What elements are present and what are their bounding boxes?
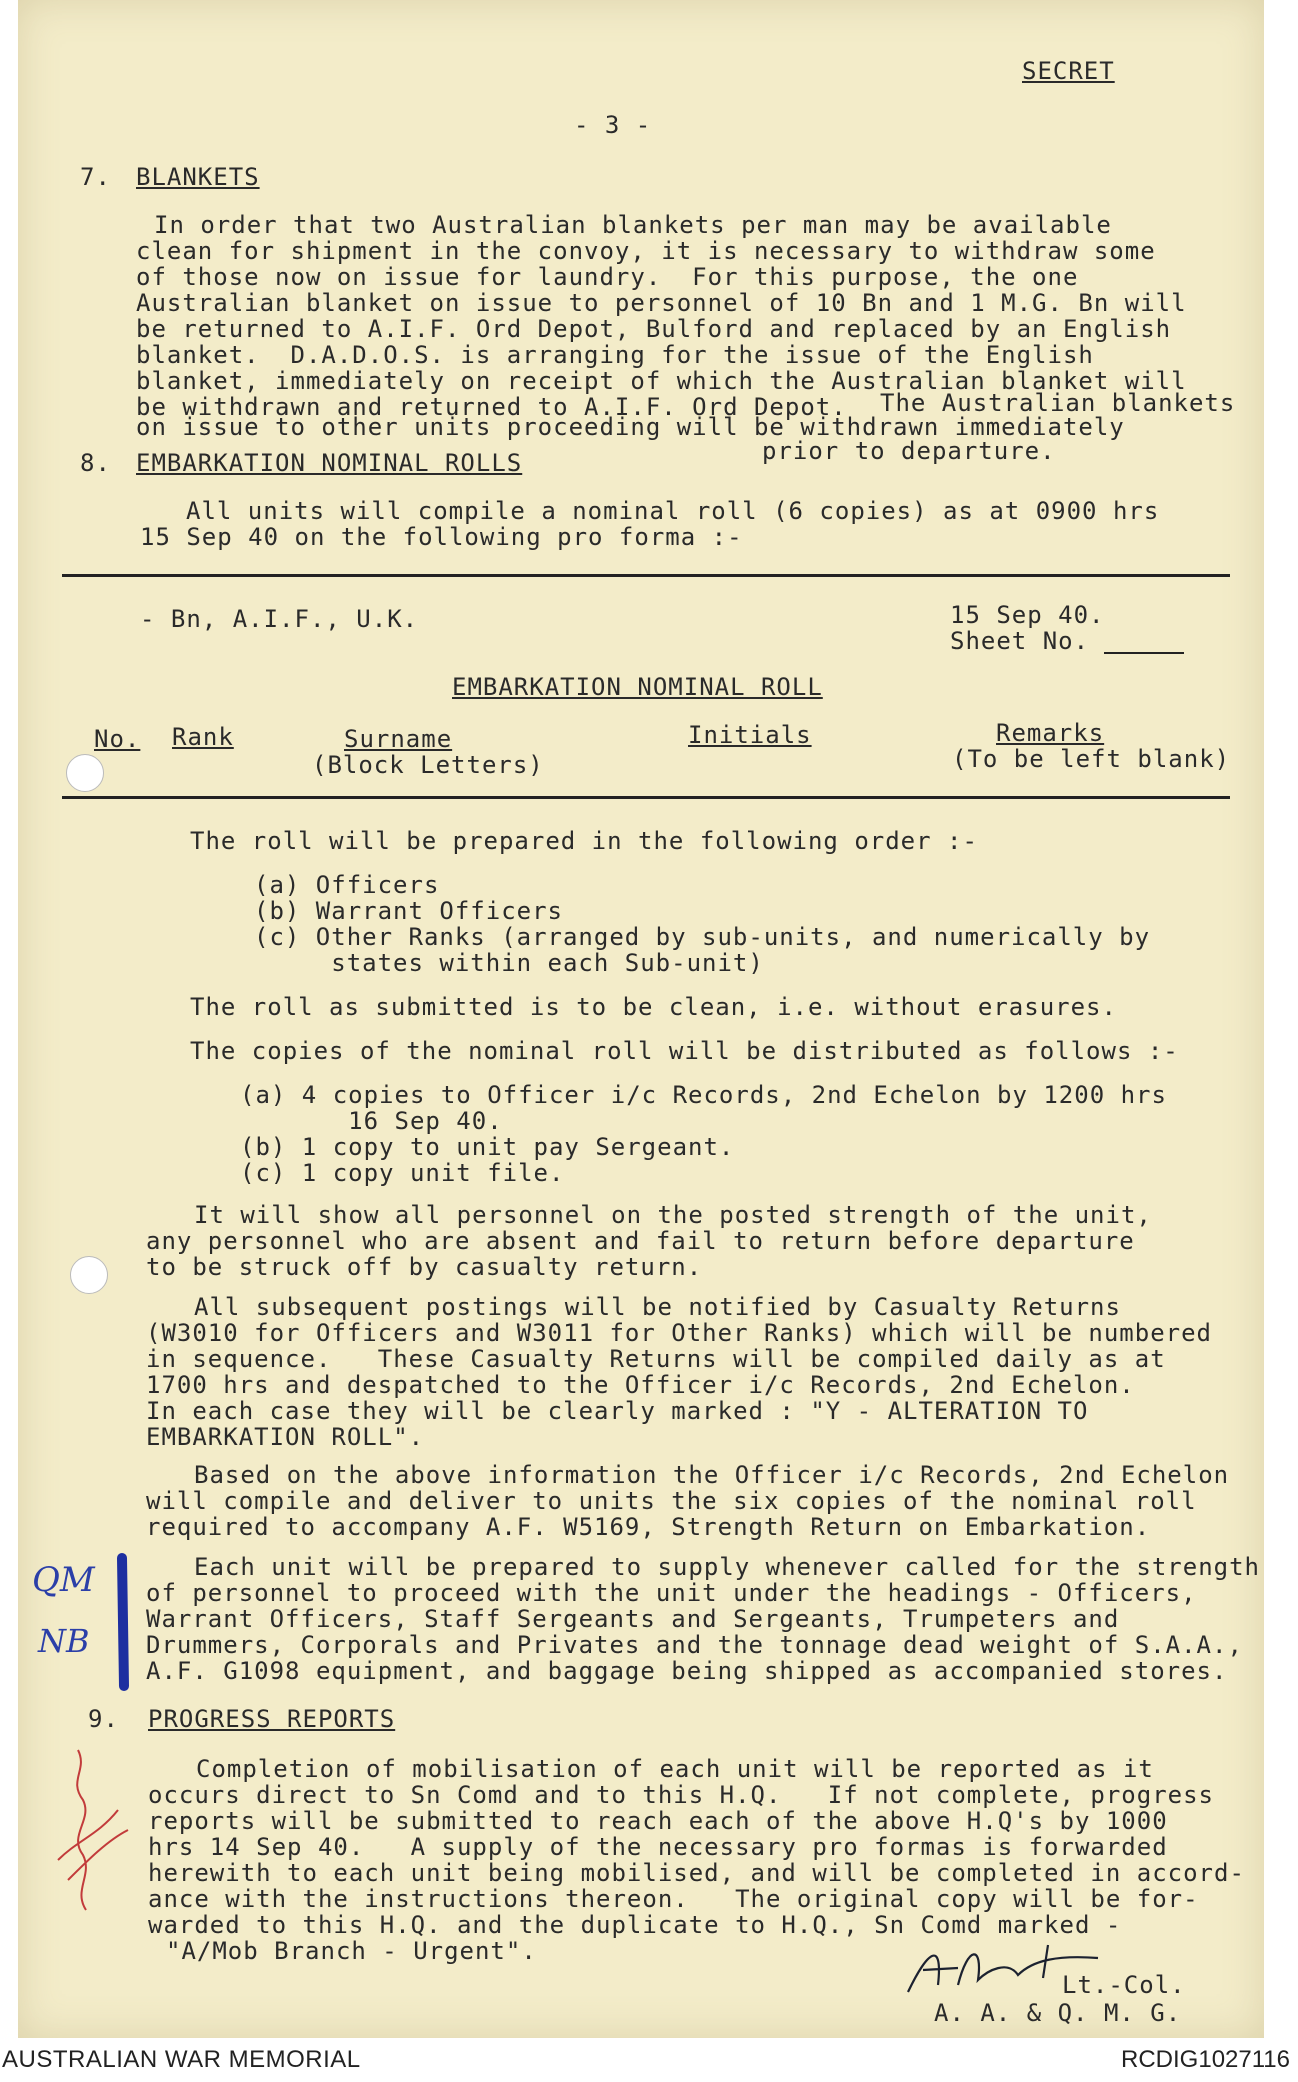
section-7-line: of those now on issue for laundry. For this purpose, the one [136,263,1079,291]
section-8-heading: EMBARKATION NOMINAL ROLLS [136,449,523,477]
classification-label: SECRET [1022,57,1115,85]
form-sheet-blank [1104,652,1184,654]
form-col-initials: Initials [688,721,812,749]
section-9-line: herewith to each unit being mobilised, and will be completed in accord- [148,1859,1245,1887]
section-9-line: reports will be submitted to reach each of the above H.Q's by 1000 [148,1807,1168,1835]
based-paragraph-line: will compile and deliver to units the six copies of the nominal roll [146,1487,1197,1515]
distribution-item: (c) 1 copy unit file. [240,1159,565,1187]
form-bottom-rule [62,796,1230,799]
footer-id: RCDIG1027116 [1121,2046,1290,2073]
form-col-remarks-note: (To be left blank) [952,745,1231,773]
each-paragraph-line: Each unit will be prepared to supply whenever called for the strength [194,1553,1260,1581]
page-number: - 3 - [574,111,652,139]
punch-hole [70,1256,108,1294]
section-7-line: In order that two Australian blankets per man may be available [154,211,1112,239]
document-page [18,0,1264,2038]
section-8-intro-line: 15 Sep 40 on the following pro forma :- [140,523,743,551]
footer-source: AUSTRALIAN WAR MEMORIAL [2,2046,361,2073]
form-top-rule [62,574,1230,577]
postings-paragraph-line: EMBARKATION ROLL". [146,1423,425,1451]
margin-scribble [38,1740,138,1920]
strength-paragraph-line: to be struck off by casualty return. [146,1253,703,1281]
distribution-item: (b) 1 copy to unit pay Sergeant. [240,1133,735,1161]
each-paragraph-line: Drummers, Corporals and Privates and the tonnage dead weight of S.A.A., [146,1631,1243,1659]
section-9-line: occurs direct to Sn Comd and to this H.Q. If not complete, progress [148,1781,1214,1809]
section-7-line: blanket, immediately on receipt of which the Australian blanket will [136,367,1187,395]
order-item: states within each Sub-unit) [254,949,764,977]
section-7-line: blanket. D.A.D.O.S. is arranging for the issue of the English [136,341,1094,369]
distribution-item: (a) 4 copies to Officer i/c Records, 2nd Echelon by 1200 hrs [240,1081,1167,1109]
postings-paragraph-line: (W3010 for Officers and W3011 for Other Ranks) which will be numbered [146,1319,1212,1347]
form-sheet-label: Sheet No. [950,627,1090,655]
each-paragraph-line: Warrant Officers, Staff Sergeants and Sergeants, Trumpeters and [146,1605,1120,1633]
section-9-number: 9. [88,1705,119,1733]
signature-appointment: A. A. & Q. M. G. [934,1999,1182,2027]
section-7-number: 7. [80,163,111,191]
section-7-heading: BLANKETS [136,163,260,191]
section-7-line: be withdrawn and returned to A.I.F. Ord Depot. [136,393,847,421]
form-col-rank: Rank [172,723,234,751]
punch-hole [66,754,104,792]
form-title: EMBARKATION NOMINAL ROLL [452,673,823,701]
postings-paragraph-line: All subsequent postings will be notified by Casualty Returns [194,1293,1121,1321]
order-item: (a) Officers [254,871,440,899]
section-7-line: on issue to other units proceeding will be withdrawn immediately [136,413,1125,441]
form-col-surname: Surname [344,725,453,753]
section-9-line: "A/Mob Branch - Urgent". [166,1937,537,1965]
section-7-line: be returned to A.I.F. Ord Depot, Bulford and replaced by an English [136,315,1172,343]
based-paragraph-line: required to accompany A.F. W5169, Strength Return on Embarkation. [146,1513,1151,1541]
each-paragraph-line: A.F. G1098 equipment, and baggage being shipped as accompanied stores. [146,1657,1228,1685]
section-8-number: 8. [80,449,111,477]
based-paragraph-line: Based on the above information the Officer i/c Records, 2nd Echelon [194,1461,1230,1489]
postings-paragraph-line: in sequence. These Casualty Returns will be compiled daily as at [146,1345,1166,1373]
form-col-surname-note: (Block Letters) [312,751,544,779]
order-item: (b) Warrant Officers [254,897,563,925]
section-7-inserted-tail: prior to departure. [762,437,1056,465]
section-7-line: Australian blanket on issue to personnel of 10 Bn and 1 M.G. Bn will [136,289,1187,317]
signature-rank: Lt.-Col. [1062,1971,1186,1999]
distribution-intro: The copies of the nominal roll will be distributed as follows :- [190,1037,1179,1065]
section-9-line: warded to this H.Q. and the duplicate to H.Q., Sn Comd marked - [148,1911,1122,1939]
section-9-line: Completion of mobilisation of each unit will be reported as it [196,1755,1154,1783]
form-col-remarks: Remarks [996,719,1105,747]
order-intro: The roll will be prepared in the following order :- [190,827,978,855]
each-paragraph-line: of personnel to proceed with the unit under the headings - Officers, [146,1579,1197,1607]
section-7-inserted-text: The Australian blankets [880,389,1236,417]
handwritten-qm: QM [32,1560,95,1600]
distribution-item: 16 Sep 40. [240,1107,503,1135]
section-9-heading: PROGRESS REPORTS [148,1705,396,1733]
postings-paragraph-line: 1700 hrs and despatched to the Officer i/c Records, 2nd Echelon. [146,1371,1135,1399]
form-date: 15 Sep 40. [950,601,1105,629]
strength-paragraph-line: any personnel who are absent and fail to return before departure [146,1227,1135,1255]
form-unit: - Bn, A.I.F., U.K. [140,605,419,633]
form-col-no: No. [94,725,141,753]
section-7-line: clean for shipment in the convoy, it is necessary to withdraw some [136,237,1156,265]
strength-paragraph-line: It will show all personnel on the posted strength of the unit, [194,1201,1152,1229]
clean-line: The roll as submitted is to be clean, i.e. without erasures. [190,993,1117,1021]
order-item: (c) Other Ranks (arranged by sub-units, and numerically by [254,923,1151,951]
section-9-line: hrs 14 Sep 40. A supply of the necessary pro formas is forwarded [148,1833,1168,1861]
section-9-line: ance with the instructions thereon. The original copy will be for- [148,1885,1199,1913]
postings-paragraph-line: In each case they will be clearly marked : "Y - ALTERATION TO [146,1397,1089,1425]
handwritten-nb: NB [38,1622,90,1660]
section-8-intro-line: All units will compile a nominal roll (6 copies) as at 0900 hrs [186,497,1160,525]
margin-bar-mark [108,1552,138,1692]
